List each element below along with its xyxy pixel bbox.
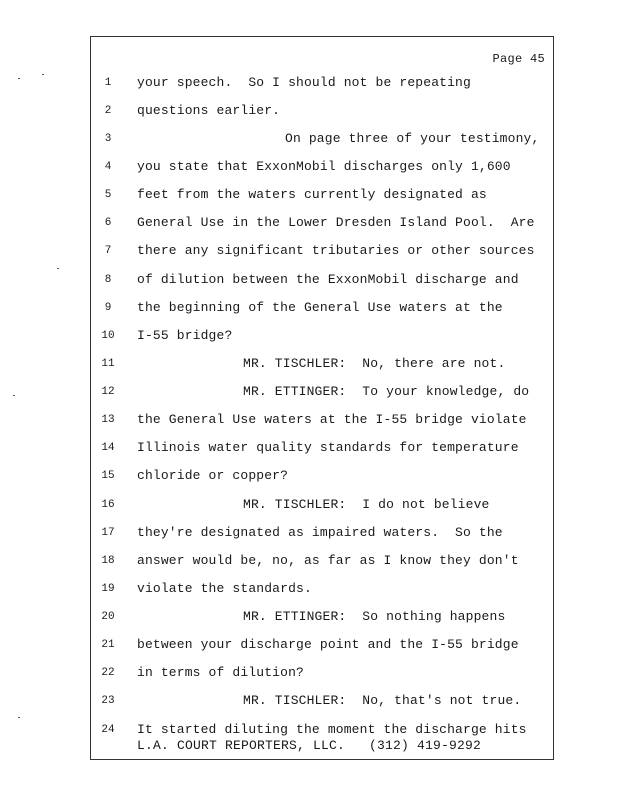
line-number: 22 (101, 667, 115, 679)
transcript-line (0, 609, 619, 629)
line-text: chloride or copper? (137, 468, 289, 483)
transcript-line (0, 75, 619, 95)
transcript-line (0, 440, 619, 460)
line-text: MR. TISCHLER: No, that's not true. (243, 693, 522, 708)
transcript-line (0, 131, 619, 151)
transcript-line (0, 215, 619, 235)
line-number: 8 (104, 274, 112, 286)
transcript-line (0, 272, 619, 292)
line-number: 17 (101, 527, 115, 539)
transcript-line (0, 468, 619, 488)
scan-speck (18, 717, 20, 718)
scan-speck (42, 74, 44, 75)
line-text: questions earlier. (137, 103, 281, 118)
line-text: MR. ETTINGER: So nothing happens (243, 609, 506, 624)
line-text: you state that ExxonMobil discharges only 1,600 (137, 159, 511, 174)
line-number: 13 (101, 414, 115, 426)
scan-speck (18, 78, 20, 79)
line-number: 24 (101, 724, 115, 736)
line-text: there any significant tributaries or other sources (137, 243, 535, 258)
line-text: feet from the waters currently designated as (137, 187, 487, 202)
transcript-line (0, 159, 619, 179)
line-text: On page three of your testimony, (285, 131, 540, 146)
transcript-line (0, 356, 619, 376)
line-number: 3 (104, 133, 112, 145)
line-number: 19 (101, 583, 115, 595)
line-text: in terms of dilution? (137, 665, 304, 680)
transcript-line (0, 412, 619, 432)
line-text: they're designated as impaired waters. So the (137, 525, 503, 540)
transcript-line (0, 328, 619, 348)
transcript-line (0, 525, 619, 545)
line-number: 20 (101, 611, 115, 623)
transcript-line (0, 103, 619, 123)
line-number: 12 (101, 386, 115, 398)
line-number: 1 (104, 77, 112, 89)
line-text: the beginning of the General Use waters at the (137, 300, 503, 315)
line-text: of dilution between the ExxonMobil discharge and (137, 272, 519, 287)
line-text: answer would be, no, as far as I know they don't (137, 553, 519, 568)
line-text: violate the standards. (137, 581, 312, 596)
transcript-line (0, 300, 619, 320)
line-number: 23 (101, 695, 115, 707)
transcript-line (0, 243, 619, 263)
line-text: I-55 bridge? (137, 328, 233, 343)
page-number: Page 45 (492, 52, 545, 66)
transcript-line (0, 384, 619, 404)
line-number: 16 (101, 499, 115, 511)
transcript-line (0, 497, 619, 517)
line-text: Illinois water quality standards for temperature (137, 440, 519, 455)
line-number: 10 (101, 330, 115, 342)
transcript-line (0, 187, 619, 207)
transcript-line (0, 637, 619, 657)
transcript-line (0, 553, 619, 573)
line-number: 6 (104, 217, 112, 229)
line-number: 14 (101, 442, 115, 454)
line-text: It started diluting the moment the discharge hits (137, 722, 527, 737)
line-text: the General Use waters at the I-55 bridge violate (137, 412, 527, 427)
line-text: MR. ETTINGER: To your knowledge, do (243, 384, 530, 399)
line-number: 15 (101, 470, 115, 482)
line-number: 4 (104, 161, 112, 173)
line-text: MR. TISCHLER: I do not believe (243, 497, 490, 512)
scan-speck (57, 268, 59, 269)
scan-speck (13, 395, 15, 396)
transcript-line (0, 581, 619, 601)
line-number: 18 (101, 555, 115, 567)
transcript-line (0, 665, 619, 685)
line-text: MR. TISCHLER: No, there are not. (243, 356, 506, 371)
line-number: 7 (104, 245, 112, 257)
line-text: General Use in the Lower Dresden Island Pool. Are (137, 215, 535, 230)
line-number: 11 (101, 358, 115, 370)
reporter-footer: L.A. COURT REPORTERS, LLC. (312) 419-9292 (137, 738, 482, 753)
line-number: 9 (104, 302, 112, 314)
transcript-line (0, 693, 619, 713)
line-text: between your discharge point and the I-55 bridge (137, 637, 519, 652)
line-number: 21 (101, 639, 115, 651)
line-number: 2 (104, 105, 112, 117)
line-number: 5 (104, 189, 112, 201)
line-text: your speech. So I should not be repeating (137, 75, 471, 90)
